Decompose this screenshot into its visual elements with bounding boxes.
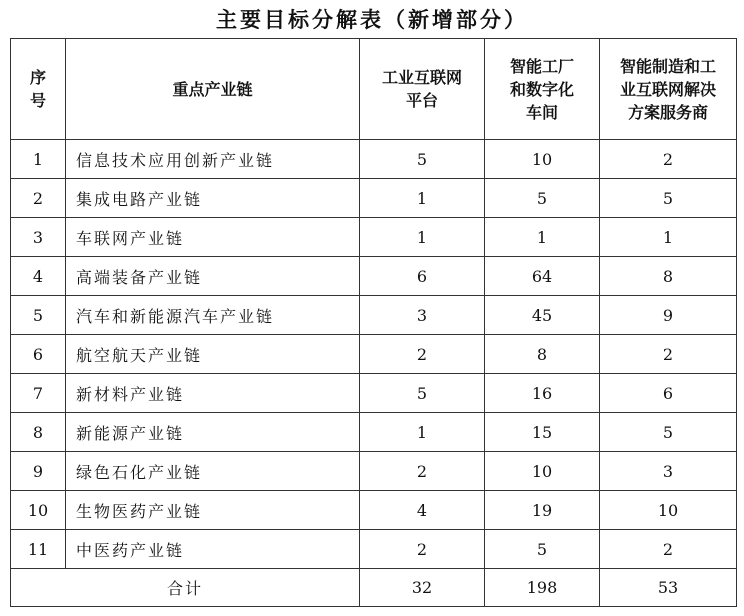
provider-count: 5 <box>600 179 737 218</box>
total-row <box>11 569 737 607</box>
provider-count: 10 <box>600 491 737 530</box>
factory-count: 10 <box>485 140 600 179</box>
header-row <box>11 39 737 140</box>
factory-count: 5 <box>485 530 600 569</box>
provider-count: 3 <box>600 452 737 491</box>
header-factory: 智能工厂 和数字化 车间 <box>485 39 600 140</box>
provider-count: 2 <box>600 140 737 179</box>
header-platform: 工业互联网 平台 <box>360 39 485 140</box>
row-number: 9 <box>11 452 66 491</box>
platform-count: 5 <box>360 374 485 413</box>
factory-count: 10 <box>485 452 600 491</box>
chain-name: 汽车和新能源汽车产业链 <box>66 296 360 335</box>
factory-count: 16 <box>485 374 600 413</box>
platform-count: 4 <box>360 491 485 530</box>
provider-count: 8 <box>600 257 737 296</box>
chain-name: 集成电路产业链 <box>66 179 360 218</box>
row-number: 6 <box>11 335 66 374</box>
platform-count: 1 <box>360 218 485 257</box>
table-row <box>11 413 737 452</box>
factory-count: 15 <box>485 413 600 452</box>
chain-name: 车联网产业链 <box>66 218 360 257</box>
platform-count: 2 <box>360 530 485 569</box>
factory-count: 64 <box>485 257 600 296</box>
table-row <box>11 179 737 218</box>
row-number: 8 <box>11 413 66 452</box>
total-factory: 198 <box>485 569 600 607</box>
platform-count: 5 <box>360 140 485 179</box>
chain-name: 中医药产业链 <box>66 530 360 569</box>
table-title: 主要目标分解表（新增部分） <box>216 7 528 32</box>
total-label: 合计 <box>11 569 360 607</box>
header-provider: 智能制造和工 业互联网解决 方案服务商 <box>600 39 737 140</box>
chain-name: 航空航天产业链 <box>66 335 360 374</box>
provider-count: 2 <box>600 530 737 569</box>
table-row <box>11 491 737 530</box>
chain-name: 生物医药产业链 <box>66 491 360 530</box>
table-row <box>11 374 737 413</box>
factory-count: 45 <box>485 296 600 335</box>
table-row <box>11 218 737 257</box>
provider-count: 6 <box>600 374 737 413</box>
table-row <box>11 452 737 491</box>
row-number: 4 <box>11 257 66 296</box>
row-number: 7 <box>11 374 66 413</box>
factory-count: 5 <box>485 179 600 218</box>
platform-count: 3 <box>360 296 485 335</box>
total-provider: 53 <box>600 569 737 607</box>
chain-name: 信息技术应用创新产业链 <box>66 140 360 179</box>
provider-count: 2 <box>600 335 737 374</box>
table-row <box>11 530 737 569</box>
row-number: 3 <box>11 218 66 257</box>
provider-count: 9 <box>600 296 737 335</box>
chain-name: 绿色石化产业链 <box>66 452 360 491</box>
table-row <box>11 335 737 374</box>
provider-count: 5 <box>600 413 737 452</box>
table-row <box>11 257 737 296</box>
table-row <box>11 296 737 335</box>
platform-count: 1 <box>360 413 485 452</box>
header-chain: 重点产业链 <box>66 39 360 140</box>
row-number: 10 <box>11 491 66 530</box>
platform-count: 2 <box>360 335 485 374</box>
row-number: 11 <box>11 530 66 569</box>
total-platform: 32 <box>360 569 485 607</box>
platform-count: 2 <box>360 452 485 491</box>
table-row <box>11 140 737 179</box>
row-number: 1 <box>11 140 66 179</box>
row-number: 5 <box>11 296 66 335</box>
header-seq: 序 号 <box>11 39 66 140</box>
row-number: 2 <box>11 179 66 218</box>
factory-count: 8 <box>485 335 600 374</box>
chain-name: 新能源产业链 <box>66 413 360 452</box>
provider-count: 1 <box>600 218 737 257</box>
platform-count: 1 <box>360 179 485 218</box>
goal-breakdown-table <box>10 38 737 607</box>
factory-count: 19 <box>485 491 600 530</box>
chain-name: 新材料产业链 <box>66 374 360 413</box>
chain-name: 高端装备产业链 <box>66 257 360 296</box>
platform-count: 6 <box>360 257 485 296</box>
factory-count: 1 <box>485 218 600 257</box>
